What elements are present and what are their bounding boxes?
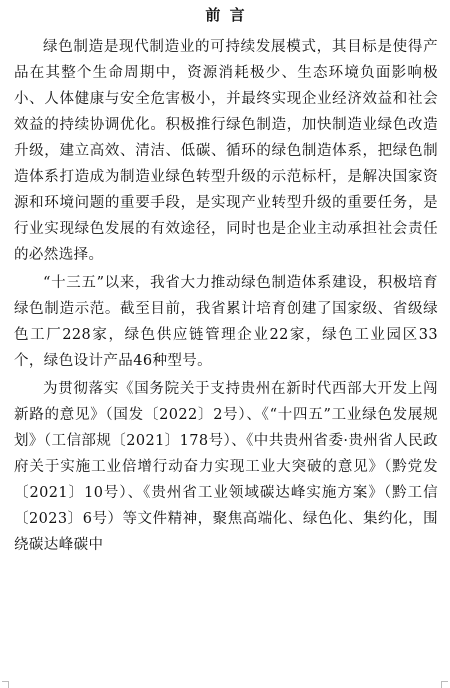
page-corner-mark-right (441, 681, 448, 688)
document-title: 前 言 (205, 6, 247, 24)
paragraph-intro: 绿色制造是现代制造业的可持续发展模式，其目标是使得产品在其整个生命周期中，资源消耗极少、生态环境负面影响极小、人体健康与安全危害极小，并最终实现企业经济效益和社会效益的持续协调优化。积极推行绿色制造，加快制造业绿色改造升级，建立高效、清洁、低碳、循环的绿色制造体系，把绿色制造体系打造成为制造业绿色转型升级的示范标杆，是解决国家资源和环境问题的重要手段，是实现产业转型升级的重要任务，是行业实现绿色发展的有效途径，同时也是企业主动承担社会责任的必然选择。 (14, 39, 438, 263)
page-corner-mark-left (2, 681, 9, 688)
paragraph-progress: “十三五”以来，我省大力推动绿色制造体系建设，积极培育绿色制造示范。截至目前，我省累计培育创建了国家级、省级绿色工厂228家，绿色供应链管理企业22家，绿色工业园区33个，绿色设计产品46种型号。 (14, 275, 438, 369)
paragraph-policy: 为贯彻落实《国务院关于支持贵州在新时代西部大开发上闯新路的意见》（国发〔2022〕2号）、《“十四五”工业绿色发展规划》（工信部规〔2021〕178号）、《中共贵州省委·贵州省人民政府关于实施工业倍增行动奋力实现工业大突破的意见》（黔党发〔2021〕10号）、《贵州省工业领域碳达峰实施方案》（黔工信〔2023〕6号）等文件精神，聚焦高端化、绿色化、集约化，围绕碳达峰碳中 (14, 381, 438, 553)
